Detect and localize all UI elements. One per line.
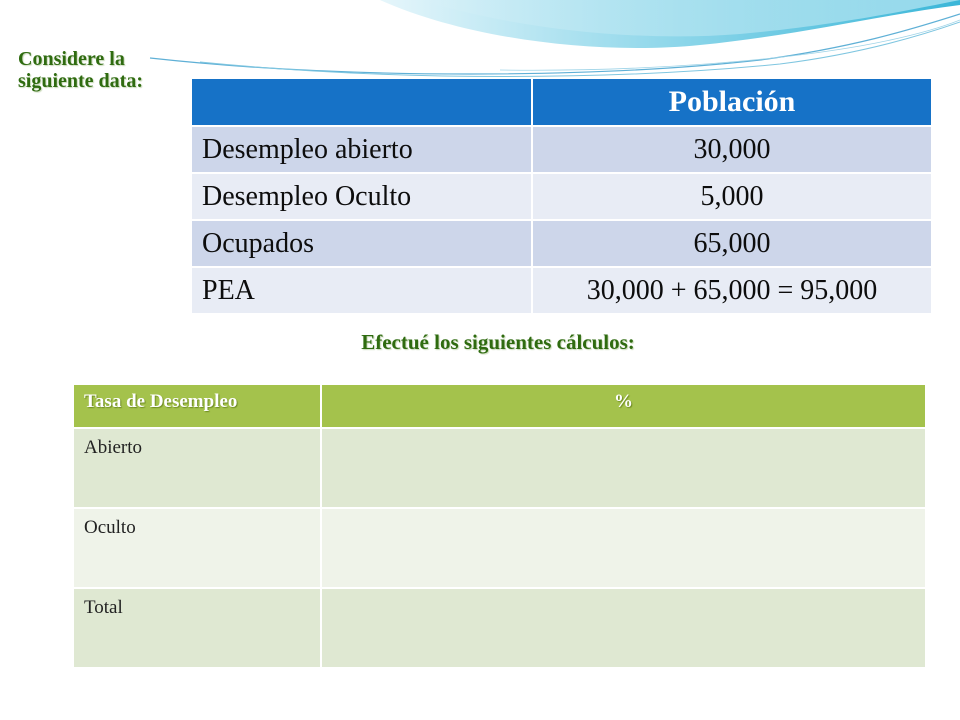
table-row bbox=[73, 428, 926, 508]
population-header-title: Población bbox=[532, 78, 932, 126]
answer-cell bbox=[321, 588, 926, 668]
table-row bbox=[191, 126, 932, 173]
table-row bbox=[191, 220, 932, 267]
row-label: Desempleo Oculto bbox=[191, 173, 532, 220]
population-table-header-row bbox=[191, 78, 932, 126]
table-row bbox=[191, 267, 932, 314]
row-value: 30,000 bbox=[532, 126, 932, 173]
answer-cell bbox=[321, 428, 926, 508]
table-row bbox=[73, 508, 926, 588]
calc-table-header-row bbox=[73, 384, 926, 428]
answer-cell bbox=[321, 508, 926, 588]
intro-heading: Considere la siguiente data: bbox=[18, 48, 143, 92]
calc-header-percent: % bbox=[321, 384, 926, 428]
row-label: Oculto bbox=[73, 508, 321, 588]
row-label: Abierto bbox=[73, 428, 321, 508]
row-value: 65,000 bbox=[532, 220, 932, 267]
instructions-heading: Efectué los siguientes cálculos: bbox=[361, 330, 635, 354]
population-header-empty bbox=[191, 78, 532, 126]
table-row bbox=[73, 588, 926, 668]
population-table bbox=[190, 77, 933, 315]
row-label: PEA bbox=[191, 267, 532, 314]
table-row bbox=[191, 173, 932, 220]
calculation-table bbox=[72, 383, 927, 669]
row-label: Ocupados bbox=[191, 220, 532, 267]
row-value: 30,000 + 65,000 = 95,000 bbox=[532, 267, 932, 314]
row-label: Desempleo abierto bbox=[191, 126, 532, 173]
row-label: Total bbox=[73, 588, 321, 668]
calc-header-rate: Tasa de Desempleo bbox=[73, 384, 321, 428]
row-value: 5,000 bbox=[532, 173, 932, 220]
